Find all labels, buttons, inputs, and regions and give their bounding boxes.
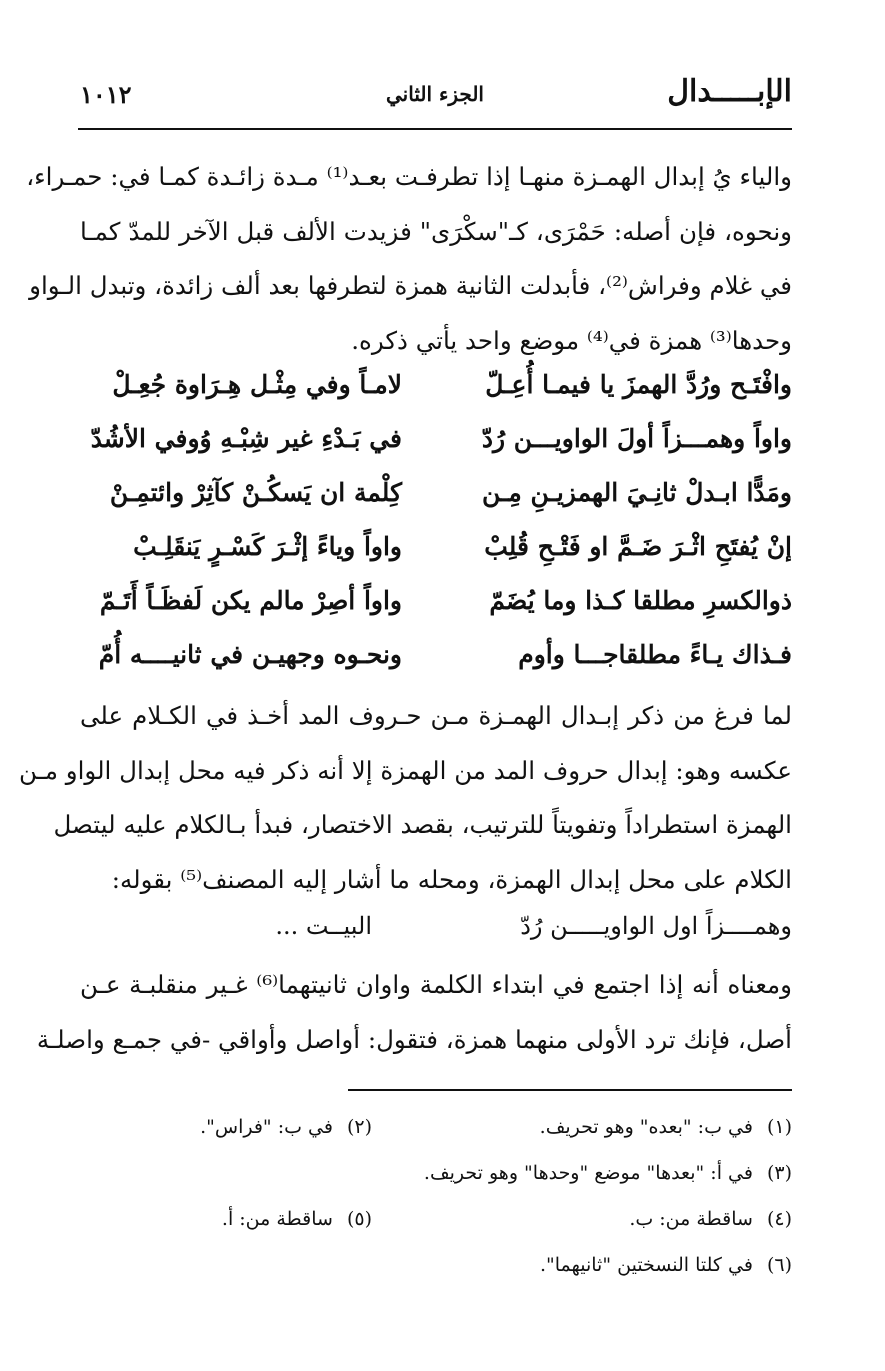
footnote-text: ساقطة من: أ. [221,1208,333,1230]
footnote-text: في ب: "بعده" وهو تحريف. [539,1116,753,1138]
verse-first-hemistich: ومَدًّا ابـدلْ ثانِـيَ الهمزيـنِ مِـن [482,478,792,507]
text-line: عكسه وهو: إبدال حروف المد من الهمزة إلا أنه ذكر فيه محل إبدال الواو مـن [19,755,792,785]
footnote-text: ساقطة من: ب. [629,1208,753,1230]
paragraph-1 [26,150,792,368]
text-line: الكلام على محل إبدال الهمزة، ومحله ما أشار إليه المصنف⁽⁵⁾ بقوله: [111,864,792,894]
text-line: في غلام وفراش⁽²⁾، فأبدلت الثانية همزة لتطرفها بعد ألف زائدة، وتبدل الـواو [29,271,792,300]
quoted-verse [80,906,792,960]
text-line: والياء يُ إبدال الهمـزة منهـا إذا تطرفـت بعـد⁽¹⁾ مـدة زائـدة كمـا في: حمـراء، [26,162,792,191]
text-line: الهمزة استطراداً وتفويتاً للترتيب، بقصد الاختصار، فبدأ بـالكلام عليه ليتصل [53,810,792,839]
footnote-number: (٣) [766,1162,792,1184]
text-line: أصل، فإنك ترد الأولى منهما همزة، فتقول: أواصل وأواقي -في جمـع واصلـة [36,1024,792,1054]
footnote [540,1116,792,1138]
verse-first-hemistich: وافْتَـح ورُدَّ الهمزَ يا فيمـا أُعِـلّ [485,370,792,399]
footnote-row [80,1250,792,1296]
quoted-continuation: البيــت ... [275,912,372,940]
footnote-number: (١) [766,1116,792,1138]
chapter-title: الإبـــــدال [667,74,792,109]
footnote-number: (٦) [766,1254,792,1276]
verse-line [80,472,792,526]
footnote [629,1208,792,1230]
verse-second-hemistich: ونحـوه وجهيـن في ثانيــــه أُمّ [98,640,402,669]
verse-first-hemistich: إنْ يُفتَحِ اثْـرَ ضَـمَّ او فَتْـحِ قُلِبْ [484,532,792,561]
footnote [540,1254,792,1276]
footnote-text: في أ: "بعدها" موضع "وحدها" وهو تحريف. [423,1162,753,1184]
verse-line [80,364,792,418]
page-header [78,72,792,124]
verse-first-hemistich: ذوالكسرِ مطلقا كـذا وما يُضَمّ [489,586,792,615]
footnote-rule [348,1089,792,1091]
quoted-hemistich: وهمــــزاً اول الواويـــــن رُدّ [520,912,792,940]
footnote-number: (٢) [346,1116,372,1138]
text-line: لما فرغ من ذكر إبـدال الهمـزة مـن حـروف المد أخـذ في الكـلام على [80,701,792,730]
footnote-row [80,1204,792,1250]
footnote-number: (٤) [766,1208,792,1230]
paragraph-3 [36,958,792,1067]
verse-second-hemistich: واواً أصِرْ مالم يكن لَفظَـاً أَتَـمّ [99,586,402,615]
text-line: ونحوه، فإن أصله: حَمْرَى، كـ"سكْرَى" فزيدت الألف قبل الآخر للمدّ كمـا [80,216,792,246]
footnote [424,1162,792,1184]
header-rule [78,128,792,130]
verse-second-hemistich: واواً وياءً إثْـرَ كَسْـرٍ يَنقَلِـبْ [133,532,402,561]
footnote-row [80,1158,792,1204]
verse-second-hemistich: كِلْمة ان يَسكُـنْ كآثِرْ وائتمِـنْ [109,478,402,507]
text-line: وحدها⁽³⁾ همزة في⁽⁴⁾ موضع واحد يأتي ذكره. [351,325,792,355]
paragraph-2 [19,689,792,907]
footnote-text: في كلتا النسختين "ثانيهما". [539,1254,753,1276]
footnote [200,1116,372,1138]
verse-line [80,634,792,688]
verse-second-hemistich: لامـاً وفي مِثْـل هِـرَاوة جُعِـلْ [112,370,402,399]
footnote-number: (٥) [346,1208,372,1230]
verse-line [80,418,792,472]
verse-second-hemistich: في بَـدْءِ غير شِبْـهِ وُوفي الأشُدّ [90,424,402,453]
verse-first-hemistich: واواً وهمـــزاً أولَ الواويـــن رُدّ [481,424,792,453]
poem-verses [80,364,792,688]
footnote [222,1208,372,1230]
volume-label: الجزء الثاني [386,82,484,106]
verse-line [80,526,792,580]
footnote-row [80,1112,792,1158]
footnotes [80,1112,792,1296]
page-number: ١٠١٢ [80,80,132,109]
footnote-text: في ب: "فراس". [200,1116,333,1138]
verse-first-hemistich: فـذاك يـاءً مطلقاجـــا وأوم [518,640,792,669]
text-line: ومعناه أنه إذا اجتمع في ابتداء الكلمة واوان ثانيتهما⁽⁶⁾ غـير منقلبـة عـن [80,970,792,999]
verse-line [80,580,792,634]
